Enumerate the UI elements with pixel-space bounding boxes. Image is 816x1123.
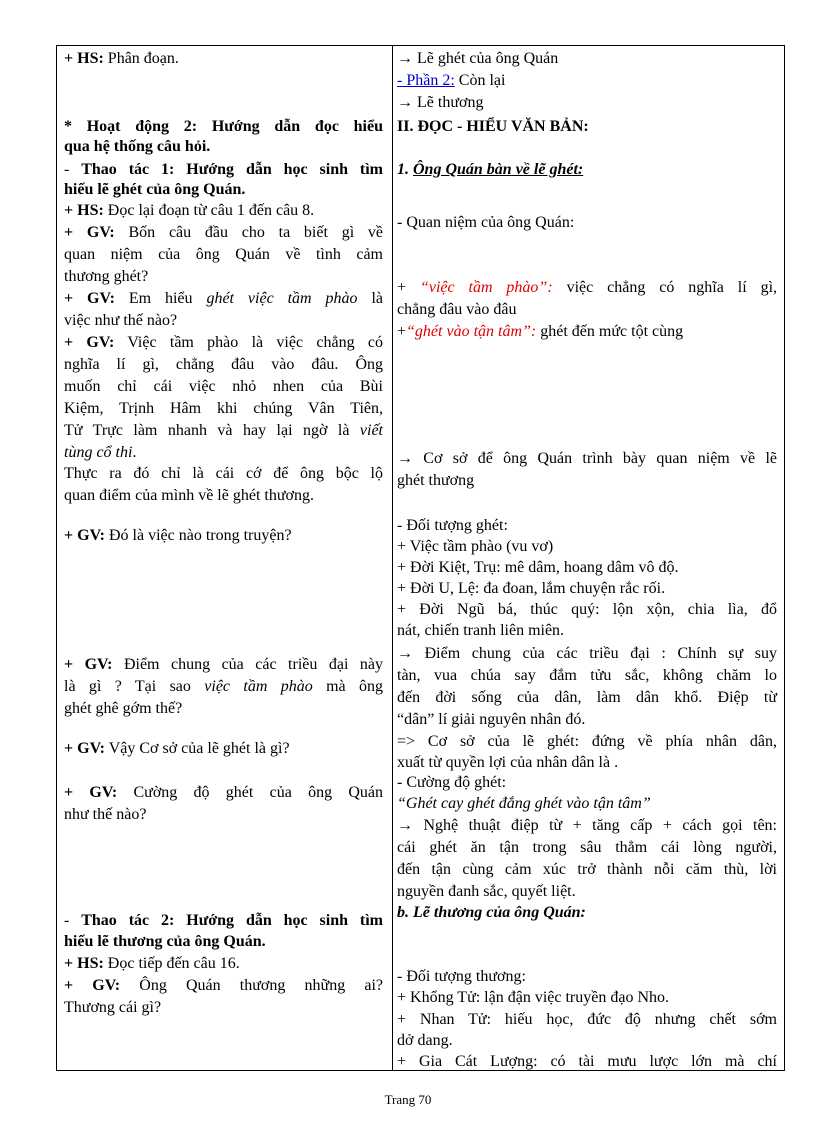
co-so-le-ghet: => Cơ sở của lẽ ghét: đứng về phía nhân dân, xyxy=(397,733,777,750)
nghe-thuat-note-line-4: nguyền đanh sắc, quyết liệt. xyxy=(397,883,576,900)
gv-explain-line-5: Tử Trực làm nhanh và hay lại ngờ là viết xyxy=(64,422,383,439)
doi-tuong-ghet-item-4: + Đời Ngũ bá, thúc quý: lộn xộn, chia lìa, đổ xyxy=(397,601,777,618)
gv-question-1: + GV: Bốn câu đầu cho ta biết gì về xyxy=(64,224,383,241)
co-so-note: → Cơ sở để ông Quán trình bày quan niệm về lẽ xyxy=(397,450,777,467)
gv-question-2: + GV: Em hiểu ghét việc tầm phào là xyxy=(64,290,384,307)
gv-question-1-line-2: quan niệm của ông Quán về tình cảm xyxy=(64,246,383,263)
gv-explain: + GV: Việc tầm phào là việc chẳng có xyxy=(64,334,384,351)
co-so-le-ghet-line-2: xuất từ quyền lợi của nhân dân là . xyxy=(397,754,619,771)
viec-tam-phao-def-line-2: chẳng đâu vào đâu xyxy=(397,301,517,318)
gv-question-8: + GV: Ông Quán thương những ai? xyxy=(64,977,384,994)
part-2: - Phần 2: Còn lại xyxy=(397,72,506,89)
doi-tuong-thuong-item-2-line-2: dở dang. xyxy=(397,1032,453,1049)
task-1-heading-cont: hiểu lẽ ghét của ông Quán. xyxy=(64,181,246,198)
viec-tam-phao-def: + “việc tầm phào”: việc chẳng có nghĩa lí gì, xyxy=(397,279,778,296)
gv-question-6: + GV: Vậy Cơ sở của lẽ ghét là gì? xyxy=(64,740,290,757)
diem-chung-note: → Điểm chung của các triều đại : Chính sự suy xyxy=(397,645,777,662)
gv-explain-line-2: nghĩa lí gì, chẳng đâu vào đâu. Ông xyxy=(64,356,383,373)
diem-chung-note-line-3: đến đời sống của dân, làm dân khổ. Điệp từ xyxy=(397,689,777,706)
doi-tuong-ghet-item-3: + Đời U, Lệ: đa đoan, lắm chuyện rắc rối. xyxy=(397,580,666,597)
ghet-tan-tam-def: +“ghét vào tận tâm”: ghét đến mức tột cùng xyxy=(397,323,684,340)
hs-read-16: + HS: Đọc tiếp đến câu 16. xyxy=(64,955,240,972)
nghe-thuat-note: → Nghệ thuật điệp từ + tăng cấp + cách gọi tên: xyxy=(397,817,777,834)
gv-question-5: + GV: Điểm chung của các triều đại này xyxy=(64,656,383,673)
task-2-heading-cont: hiểu lẽ thương của ông Quán. xyxy=(64,933,266,950)
co-so-note-line-2: ghét thương xyxy=(397,472,475,489)
gv-explain-line-4: Kiệm, Trịnh Hâm khi chúng Vân Tiên, xyxy=(64,400,383,417)
quan-niem-label: - Quan niệm của ông Quán: xyxy=(397,214,575,231)
gv-question-2-line-2: việc như thế nào? xyxy=(64,312,178,329)
lesson-table xyxy=(56,45,785,1071)
page-number: Trang 70 xyxy=(384,1092,432,1107)
gv-question-5-line-2: là gì ? Tại sao việc tầm phào mà ông xyxy=(64,678,384,695)
doi-tuong-ghet-item-2: + Đời Kiệt, Trụ: mê dâm, hoang dâm vô độ. xyxy=(397,559,679,576)
activity-2-heading-cont: qua hệ thống câu hỏi. xyxy=(64,138,211,155)
gv-explain-line-8: quan điểm của mình về lẽ ghét thương. xyxy=(64,487,314,504)
column-divider xyxy=(392,46,393,1070)
le-thuong-note: → Lẽ thương xyxy=(397,94,484,111)
gv-question-5-line-3: ghét ghê gớm thế? xyxy=(64,700,183,717)
gv-question-4: + GV: Đó là việc nào trong truyện? xyxy=(64,527,292,544)
diem-chung-note-line-4: “dân” lí giải nguyên nhân đó. xyxy=(397,711,586,728)
diem-chung-note-line-2: tàn, vua chúa say đắm tửu sắc, không chăm lo xyxy=(397,667,777,684)
doi-tuong-thuong-item-2: + Nhan Tử: hiếu học, đức độ nhưng chết sớm xyxy=(397,1011,777,1028)
nghe-thuat-note-line-3: đến tận cùng cảm xúc trở thành nỗi căm thù, lời xyxy=(397,861,777,878)
gv-question-1-line-3: thương ghét? xyxy=(64,268,149,285)
subsection-b-heading: b. Lẽ thương của ông Quán: xyxy=(397,904,586,921)
task-1-heading: - Thao tác 1: Hướng dẫn học sinh tìm xyxy=(64,161,384,178)
nghe-thuat-note-line-2: cái ghét ăn tận trong sâu thẳm cái lòng người, xyxy=(397,839,777,856)
gv-explain-line-3: muốn chỉ cái việc nhỏ nhen của Bùi xyxy=(64,378,383,395)
doi-tuong-ghet-item-1: + Việc tầm phào (vu vơ) xyxy=(397,538,554,555)
gv-question-7: + GV: Cường độ ghét của ông Quán xyxy=(64,784,383,801)
section-2-heading: II. ĐỌC - HIỂU VĂN BẢN: xyxy=(397,118,589,135)
doi-tuong-thuong-item-3: + Gia Cát Lượng: có tài mưu lược lớn mà chí xyxy=(397,1053,777,1070)
task-2-heading: - Thao tác 2: Hướng dẫn học sinh tìm xyxy=(64,912,384,929)
gv-explain-line-7: Thực ra đó chỉ là cái cớ để ông bộc lộ xyxy=(64,465,383,482)
cuong-do-label: - Cường độ ghét: xyxy=(397,774,507,791)
activity-2-heading: * Hoạt động 2: Hướng dẫn đọc hiểu xyxy=(64,118,383,135)
part-2-link[interactable]: - Phần 2: xyxy=(397,72,455,89)
ghet-cay-quote: “Ghét cay ghét đắng ghét vào tận tâm” xyxy=(397,795,651,812)
le-ghet-note: → Lẽ ghét của ông Quán xyxy=(397,50,559,67)
hs-read-1-8: + HS: Đọc lại đoạn từ câu 1 đến câu 8. xyxy=(64,202,315,219)
doi-tuong-ghet-label: - Đối tượng ghét: xyxy=(397,517,508,534)
gv-explain-line-6: tùng cổ thi. xyxy=(64,444,137,461)
hs-phan-doan: + HS: Phân đoạn. xyxy=(64,50,179,67)
doi-tuong-ghet-item-4-line-2: nát, chiến tranh liên miên. xyxy=(397,622,565,639)
doi-tuong-thuong-item-1: + Khổng Tử: lận đận việc truyền đạo Nho. xyxy=(397,989,670,1006)
gv-question-8-line-2: Thương cái gì? xyxy=(64,999,162,1016)
gv-question-7-line-2: như thế nào? xyxy=(64,806,147,823)
doi-tuong-thuong-label: - Đối tượng thương: xyxy=(397,968,526,985)
subsection-1-heading: 1. Ông Quán bàn về lẽ ghét: xyxy=(397,161,584,178)
